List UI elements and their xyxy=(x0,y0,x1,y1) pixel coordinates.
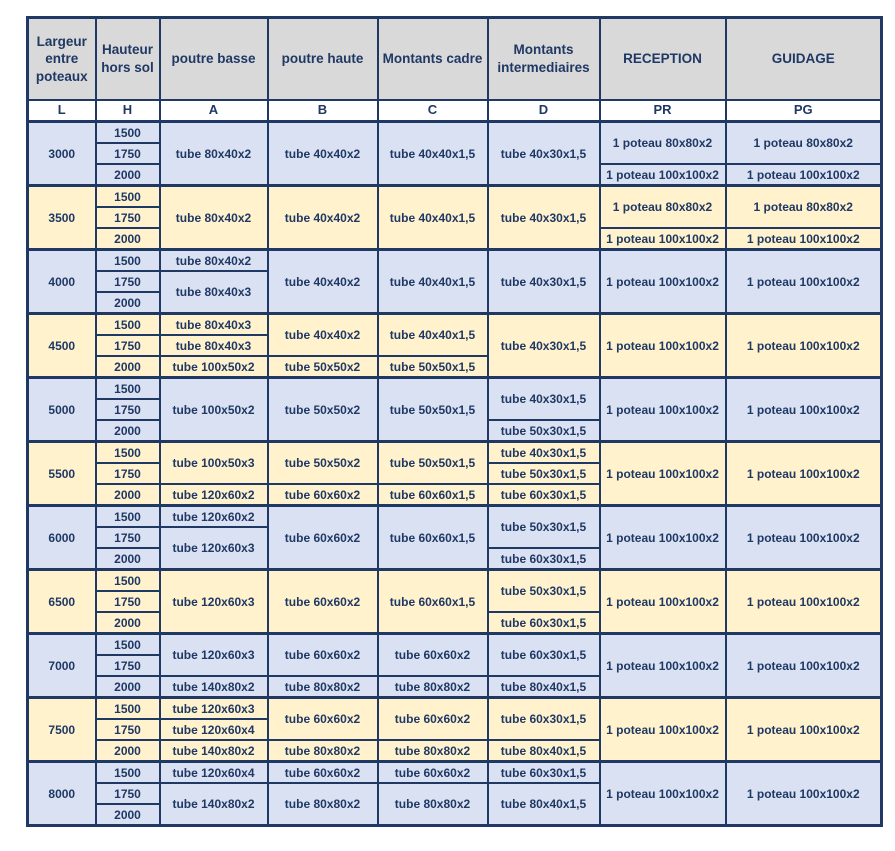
cell-D: tube 80x40x1,5 xyxy=(488,783,600,826)
table-row xyxy=(28,186,882,208)
cell-PR: 1 poteau 100x100x2 xyxy=(600,506,726,570)
col-header-poutre-basse: poutre basse xyxy=(160,18,268,101)
col-code-H: H xyxy=(96,100,160,122)
cell-C: tube 50x50x1,5 xyxy=(378,442,488,485)
cell-PR: 1 poteau 100x100x2 xyxy=(600,250,726,314)
cell-hauteur: 2000 xyxy=(96,228,160,250)
col-code-B: B xyxy=(268,100,378,122)
cell-C: tube 80x80x2 xyxy=(378,740,488,762)
col-header-largeur-entre-poteaux: Largeur entre poteaux xyxy=(28,18,96,101)
cell-C: tube 80x80x2 xyxy=(378,676,488,698)
cell-hauteur: 2000 xyxy=(96,420,160,442)
cell-B: tube 50x50x2 xyxy=(268,378,378,442)
cell-hauteur: 1750 xyxy=(96,655,160,676)
cell-largeur: 6500 xyxy=(28,570,96,634)
cell-D: tube 60x30x1,5 xyxy=(488,548,600,570)
cell-D: tube 40x30x1,5 xyxy=(488,186,600,250)
cell-largeur: 7000 xyxy=(28,634,96,698)
cell-hauteur: 2000 xyxy=(96,164,160,186)
cell-B: tube 60x60x2 xyxy=(268,570,378,634)
cell-hauteur: 1500 xyxy=(96,634,160,656)
table-row xyxy=(28,442,882,464)
cell-D: tube 40x30x1,5 xyxy=(488,314,600,378)
cell-B: tube 80x80x2 xyxy=(268,783,378,826)
cell-PR: 1 poteau 100x100x2 xyxy=(600,570,726,634)
cell-C: tube 60x60x1,5 xyxy=(378,484,488,506)
cell-PG: 1 poteau 100x100x2 xyxy=(726,442,882,506)
cell-A: tube 140x80x2 xyxy=(160,740,268,762)
cell-B: tube 60x60x2 xyxy=(268,506,378,570)
cell-A: tube 120x60x4 xyxy=(160,719,268,740)
cell-A: tube 80x40x3 xyxy=(160,335,268,356)
col-header-guidage: GUIDAGE xyxy=(726,18,882,101)
table-row xyxy=(28,570,882,592)
cell-PR: 1 poteau 80x80x2 xyxy=(600,122,726,165)
cell-PR: 1 poteau 100x100x2 xyxy=(600,698,726,762)
cell-hauteur: 1500 xyxy=(96,122,160,144)
cell-B: tube 60x60x2 xyxy=(268,698,378,741)
cell-A: tube 140x80x2 xyxy=(160,676,268,698)
spec-table-body xyxy=(28,122,882,826)
cell-B: tube 60x60x2 xyxy=(268,484,378,506)
cell-D: tube 50x30x1,5 xyxy=(488,506,600,549)
cell-PR: 1 poteau 100x100x2 xyxy=(600,762,726,826)
cell-D: tube 40x30x1,5 xyxy=(488,250,600,314)
cell-D: tube 40x30x1,5 xyxy=(488,378,600,421)
cell-A: tube 80x40x2 xyxy=(160,186,268,250)
cell-hauteur: 1500 xyxy=(96,442,160,464)
col-header-reception: RECEPTION xyxy=(600,18,726,101)
cell-hauteur: 2000 xyxy=(96,740,160,762)
table-row xyxy=(28,762,882,784)
cell-hauteur: 1750 xyxy=(96,591,160,612)
col-code-D: D xyxy=(488,100,600,122)
cell-C: tube 60x60x1,5 xyxy=(378,570,488,634)
cell-A: tube 100x50x2 xyxy=(160,356,268,378)
cell-hauteur: 1750 xyxy=(96,399,160,420)
cell-hauteur: 2000 xyxy=(96,356,160,378)
cell-largeur: 4000 xyxy=(28,250,96,314)
cell-largeur: 5000 xyxy=(28,378,96,442)
cell-PR: 1 poteau 100x100x2 xyxy=(600,378,726,442)
cell-B: tube 40x40x2 xyxy=(268,314,378,357)
table-row xyxy=(28,506,882,528)
cell-D: tube 50x30x1,5 xyxy=(488,570,600,613)
cell-D: tube 40x30x1,5 xyxy=(488,122,600,186)
code-row xyxy=(28,100,882,122)
cell-hauteur: 1750 xyxy=(96,207,160,228)
col-header-hauteur-hors-sol: Hauteur hors sol xyxy=(96,18,160,101)
cell-A: tube 100x50x3 xyxy=(160,442,268,485)
cell-hauteur: 1750 xyxy=(96,271,160,292)
cell-PR: 1 poteau 100x100x2 xyxy=(600,314,726,378)
cell-A: tube 120x60x3 xyxy=(160,634,268,677)
cell-hauteur: 1500 xyxy=(96,762,160,784)
cell-PG: 1 poteau 100x100x2 xyxy=(726,164,882,186)
cell-C: tube 40x40x1,5 xyxy=(378,314,488,357)
table-row xyxy=(28,378,882,400)
cell-hauteur: 1750 xyxy=(96,719,160,740)
cell-C: tube 60x60x1,5 xyxy=(378,506,488,570)
cell-D: tube 60x30x1,5 xyxy=(488,698,600,741)
cell-A: tube 120x60x3 xyxy=(160,698,268,720)
col-code-L: L xyxy=(28,100,96,122)
cell-B: tube 40x40x2 xyxy=(268,186,378,250)
cell-hauteur: 2000 xyxy=(96,484,160,506)
cell-A: tube 140x80x2 xyxy=(160,783,268,826)
cell-hauteur: 1750 xyxy=(96,335,160,356)
cell-B: tube 40x40x2 xyxy=(268,250,378,314)
cell-D: tube 80x40x1,5 xyxy=(488,676,600,698)
cell-hauteur: 1500 xyxy=(96,314,160,336)
cell-PR: 1 poteau 100x100x2 xyxy=(600,634,726,698)
cell-hauteur: 1500 xyxy=(96,186,160,208)
cell-largeur: 3000 xyxy=(28,122,96,186)
cell-B: tube 50x50x2 xyxy=(268,356,378,378)
cell-B: tube 80x80x2 xyxy=(268,676,378,698)
cell-hauteur: 1750 xyxy=(96,463,160,484)
cell-A: tube 80x40x3 xyxy=(160,314,268,336)
cell-hauteur: 1500 xyxy=(96,570,160,592)
cell-A: tube 80x40x2 xyxy=(160,250,268,272)
cell-D: tube 50x30x1,5 xyxy=(488,463,600,484)
cell-A: tube 80x40x2 xyxy=(160,122,268,186)
col-code-PG: PG xyxy=(726,100,882,122)
cell-C: tube 60x60x2 xyxy=(378,762,488,784)
header-row xyxy=(28,18,882,101)
cell-hauteur: 1500 xyxy=(96,698,160,720)
cell-A: tube 120x60x3 xyxy=(160,527,268,570)
col-header-montants-cadre: Montants cadre xyxy=(378,18,488,101)
cell-D: tube 60x30x1,5 xyxy=(488,762,600,784)
col-header-poutre-haute: poutre haute xyxy=(268,18,378,101)
cell-D: tube 80x40x1,5 xyxy=(488,740,600,762)
cell-C: tube 60x60x2 xyxy=(378,698,488,741)
cell-largeur: 3500 xyxy=(28,186,96,250)
cell-C: tube 40x40x1,5 xyxy=(378,250,488,314)
cell-A: tube 100x50x2 xyxy=(160,378,268,442)
cell-PG: 1 poteau 100x100x2 xyxy=(726,378,882,442)
cell-PG: 1 poteau 100x100x2 xyxy=(726,506,882,570)
cell-D: tube 60x30x1,5 xyxy=(488,634,600,677)
spec-table xyxy=(26,16,883,827)
cell-PR: 1 poteau 100x100x2 xyxy=(600,228,726,250)
table-row xyxy=(28,634,882,656)
cell-D: tube 50x30x1,5 xyxy=(488,420,600,442)
cell-A: tube 80x40x3 xyxy=(160,271,268,314)
cell-hauteur: 1500 xyxy=(96,250,160,272)
cell-B: tube 50x50x2 xyxy=(268,442,378,485)
table-row xyxy=(28,314,882,336)
col-code-PR: PR xyxy=(600,100,726,122)
cell-B: tube 80x80x2 xyxy=(268,740,378,762)
cell-PG: 1 poteau 100x100x2 xyxy=(726,250,882,314)
cell-hauteur: 1750 xyxy=(96,783,160,804)
cell-largeur: 6000 xyxy=(28,506,96,570)
cell-B: tube 40x40x2 xyxy=(268,122,378,186)
cell-A: tube 120x60x2 xyxy=(160,506,268,528)
cell-hauteur: 1750 xyxy=(96,143,160,164)
cell-PR: 1 poteau 100x100x2 xyxy=(600,164,726,186)
cell-hauteur: 1500 xyxy=(96,506,160,528)
cell-hauteur: 2000 xyxy=(96,612,160,634)
cell-largeur: 7500 xyxy=(28,698,96,762)
table-row xyxy=(28,698,882,720)
cell-D: tube 40x30x1,5 xyxy=(488,442,600,464)
cell-PG: 1 poteau 100x100x2 xyxy=(726,570,882,634)
cell-PG: 1 poteau 100x100x2 xyxy=(726,762,882,826)
cell-hauteur: 2000 xyxy=(96,548,160,570)
cell-hauteur: 1750 xyxy=(96,527,160,548)
cell-B: tube 60x60x2 xyxy=(268,762,378,784)
cell-PG: 1 poteau 100x100x2 xyxy=(726,634,882,698)
cell-C: tube 80x80x2 xyxy=(378,783,488,826)
cell-PG: 1 poteau 100x100x2 xyxy=(726,314,882,378)
cell-C: tube 50x50x1,5 xyxy=(378,378,488,442)
cell-PG: 1 poteau 100x100x2 xyxy=(726,698,882,762)
cell-largeur: 4500 xyxy=(28,314,96,378)
cell-C: tube 40x40x1,5 xyxy=(378,186,488,250)
cell-A: tube 120x60x2 xyxy=(160,484,268,506)
cell-B: tube 60x60x2 xyxy=(268,634,378,677)
cell-hauteur: 2000 xyxy=(96,292,160,314)
cell-largeur: 8000 xyxy=(28,762,96,826)
cell-A: tube 120x60x4 xyxy=(160,762,268,784)
col-code-A: A xyxy=(160,100,268,122)
cell-largeur: 5500 xyxy=(28,442,96,506)
col-code-C: C xyxy=(378,100,488,122)
cell-A: tube 120x60x3 xyxy=(160,570,268,634)
cell-PG: 1 poteau 80x80x2 xyxy=(726,122,882,165)
table-row xyxy=(28,122,882,144)
cell-C: tube 60x60x2 xyxy=(378,634,488,677)
table-row xyxy=(28,250,882,272)
cell-PG: 1 poteau 80x80x2 xyxy=(726,186,882,229)
cell-hauteur: 2000 xyxy=(96,804,160,826)
cell-PR: 1 poteau 80x80x2 xyxy=(600,186,726,229)
cell-C: tube 40x40x1,5 xyxy=(378,122,488,186)
cell-PG: 1 poteau 100x100x2 xyxy=(726,228,882,250)
cell-PR: 1 poteau 100x100x2 xyxy=(600,442,726,506)
cell-hauteur: 1500 xyxy=(96,378,160,400)
cell-hauteur: 2000 xyxy=(96,676,160,698)
cell-D: tube 60x30x1,5 xyxy=(488,484,600,506)
cell-C: tube 50x50x1,5 xyxy=(378,356,488,378)
col-header-montants-intermediaires: Montants intermediaires xyxy=(488,18,600,101)
cell-D: tube 60x30x1,5 xyxy=(488,612,600,634)
